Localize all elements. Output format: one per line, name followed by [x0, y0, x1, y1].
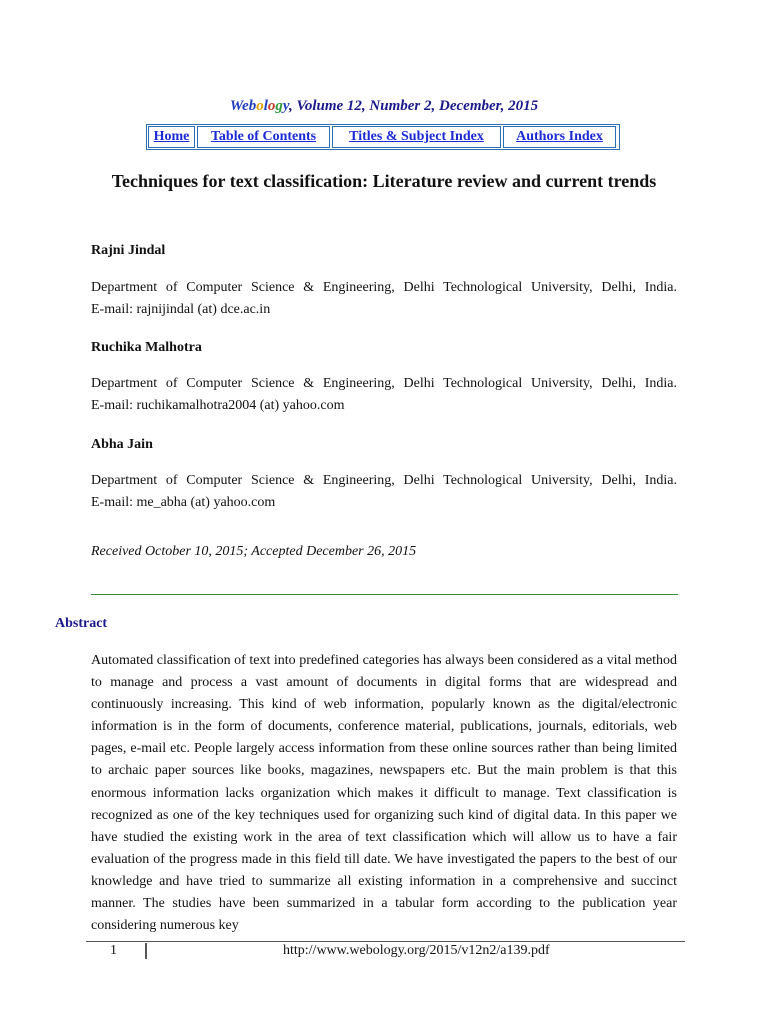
author-affiliation	[91, 373, 677, 417]
email-text: E-mail: ruchikamalhotra2004 (at) yahoo.com	[91, 398, 345, 413]
nav-titles-index-link[interactable]: Titles & Subject Index	[332, 126, 501, 148]
affiliation-text: Department of Computer Science & Engineering, Delhi Technological University, Delhi, India.	[91, 473, 677, 488]
footer-url[interactable]: http://www.webology.org/2015/v12n2/a139.pdf	[283, 943, 550, 958]
journal-header	[0, 98, 768, 115]
page-number: 1	[110, 943, 117, 958]
nav-bar	[146, 124, 620, 150]
journal-issue: , Volume 12, Number 2, December, 2015	[289, 98, 539, 114]
author-name: Abha Jain	[91, 437, 153, 452]
nav-authors-index-link[interactable]: Authors Index	[503, 126, 616, 148]
affiliation-text: Department of Computer Science & Engineering, Delhi Technological University, Delhi, India.	[91, 280, 677, 295]
affiliation-text: Department of Computer Science & Engineering, Delhi Technological University, Delhi, India.	[91, 376, 677, 391]
author-affiliation	[91, 470, 677, 514]
abstract-body: Automated classification of text into predefined categories has always been considered as a vital method to manage and process a vast amount of documents in digital forms that are widespread and continuously increasing. This kind of web information, popularly known as the digital/electronic information is in the form of documents, conference material, publications, journals, editorials, web pages, e-mail etc. People largely access information from these online sources rather than being limited to archaic paper sources like books, magazines, newspapers etc. But the main problem is that this enormous information lacks organization which makes it difficult to manage. Text classification is recognized as one of the key techniques used for organizing such kind of digital data. In this paper we have studied the existing work in the area of text classification which will allow us to have a fair evaluation of the progress made in this field till date. We have investigated the papers to the best of our knowledge and have tried to summarize all existing information in a comprehensive and succinct manner. The studies have been summarized in a tabular form according to the publication year considering numerous key	[91, 653, 677, 934]
paper-title: Techniques for text classification: Literature review and current trends	[111, 171, 657, 191]
author-name: Rajni Jindal	[91, 243, 166, 258]
received-dates: Received October 10, 2015; Accepted December 26, 2015	[91, 544, 417, 559]
author-affiliation	[91, 277, 677, 321]
nav-toc-link[interactable]: Table of Contents	[197, 126, 330, 148]
email-text: E-mail: rajnijindal (at) dce.ac.in	[91, 302, 271, 317]
abstract-heading: Abstract	[55, 616, 108, 631]
section-divider	[91, 594, 678, 595]
journal-name: Webology	[229, 98, 289, 114]
author-name: Ruchika Malhotra	[91, 340, 202, 355]
nav-home-link[interactable]: Home	[148, 126, 195, 148]
footer-divider	[86, 941, 685, 942]
footer-separator	[145, 943, 147, 959]
email-text: E-mail: me_abha (at) yahoo.com	[91, 495, 276, 510]
